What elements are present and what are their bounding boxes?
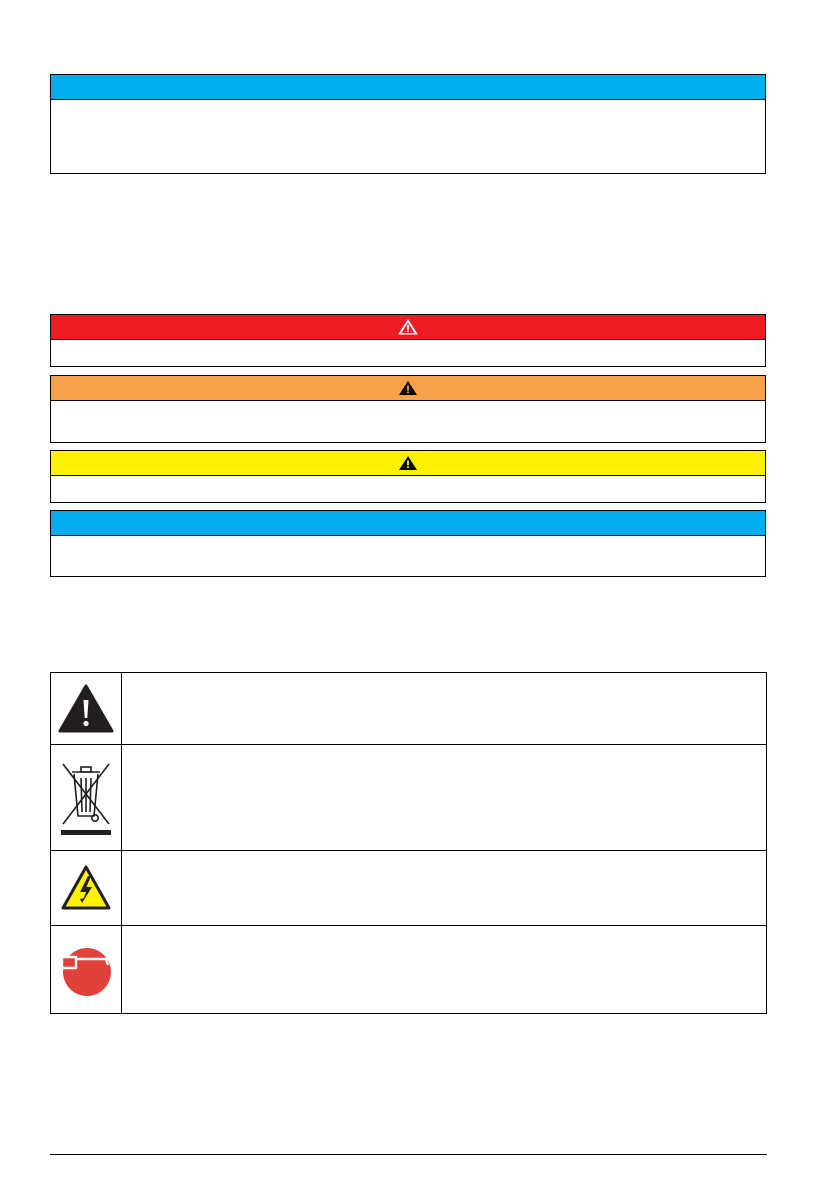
electrical-hazard-icon [61, 865, 111, 911]
symbol-row [51, 851, 766, 926]
warning-triangle-icon [398, 319, 418, 335]
symbol-cell [51, 673, 122, 744]
caution-header [51, 451, 765, 476]
precautionary-symbols-table [50, 672, 767, 1014]
notice-header [51, 75, 765, 100]
general-warning-icon [58, 684, 114, 734]
notice-header [51, 511, 765, 536]
symbol-cell [51, 926, 122, 1013]
crossed-out-wheelie-bin-icon [57, 758, 115, 838]
danger-box [50, 314, 766, 367]
symbol-cell [51, 745, 122, 850]
notice-box [50, 510, 766, 577]
warning-triangle-icon [398, 380, 418, 396]
footer-rule [50, 1154, 767, 1155]
warning-header [51, 376, 765, 401]
eye-protection-icon [58, 941, 114, 999]
danger-header [51, 315, 765, 340]
symbol-row [51, 745, 766, 851]
symbol-cell [51, 851, 122, 925]
warning-triangle-icon [398, 455, 418, 471]
symbol-description [122, 745, 766, 850]
symbol-description [122, 926, 766, 1013]
symbol-description [122, 673, 766, 744]
caution-box [50, 450, 766, 503]
symbol-row [51, 926, 766, 1013]
symbol-row [51, 673, 766, 745]
warning-box [50, 375, 766, 443]
notice-box-top [50, 74, 766, 174]
symbol-description [122, 851, 766, 925]
